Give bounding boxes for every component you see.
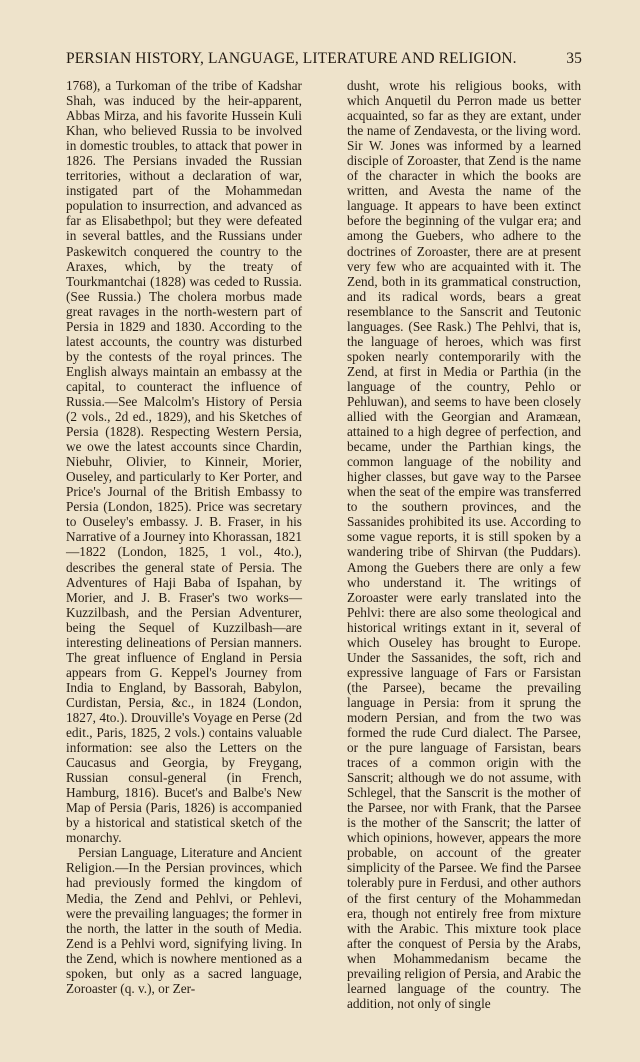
body-paragraph: 1768), a Turkoman of the tribe of Kadshar Shah, was induced by the heir-apparent, Abbas Mirza, and his favorite Hussein Kuli Khan, who believed Russia to be involved in domestic troubles, to attack that power in 1826. The Persians invaded the Russian territories, without a declaration of war, instigated part of the Mohammedan population to insurrection, and advanced as far as Elisabethpol; but they were defeated in several battles, and the Russians under Paskewitch conquered the country to the Araxes, which, by the treaty of Tourkmantchai (1828) was ceded to Russia. (See Russia.) The cholera morbus made great ravages in the north-western part of Persia in 1829 and 1830. According to the latest accounts, the country was disturbed by the contests of the royal princes. The English always maintain an embassy at the capital, to counteract the influence of Russia.—See Malcolm's History of Persia (2 vols., 2d ed., 1829), and his Sketches of Persia (1828). Respecting Western Persia, we owe the latest accounts since Chardin, Niebuhr, Olivier, to Kinneir, Morier, Ouseley, and particularly to Ker Porter, and Price's Journal of the British Embassy to Persia (London, 1825). Price was secretary to Ouseley's embassy. J. B. Fraser, in his Narrative of a Journey into Khorassan, 1821—1822 (London, 1825, 1 vol., 4to.), describes the general state of Persia. The Adventures of Haji Baba of Ispahan, by Morier, and J. B. Fraser's two works—Kuzzilbash, and the Persian Adventurer, being the Sequel of Kuzzilbash—are interesting delineations of Persian manners. The great influence of England in Persia appears from G. Keppel's Journey from India to England, by Bassorah, Babylon, Curdistan, Persia, &c., in 1824 (London, 1827, 4to.). Drouville's Voyage en Perse (2d edit., Paris, 1825, 2 vols.) contains valuable information: see also the Letters on the Caucasus and Georgia, by Freygang, Russian consul-general (in French, Hamburg, 1816). Bucet's and Balbe's New Map of Persia (Paris, 1826) is accompanied by a historical and statistical sketch of the monarchy. bbox=[66, 78, 302, 846]
section-paragraph-persian-language: Persian Language, Literature and Ancient Religion.—In the Persian provinces, which had previously formed the kingdom of Media, the Zend and Pehlvi, or Pehlevi, were the prevailing languages; the former in the north, the latter in the south of Media. Zend is a Pehlvi word, signifying living. In the Zend, which is nowhere mentioned as a spoken, but only as a sacred language, Zoroaster (q. v.), or Zer- bbox=[66, 845, 302, 996]
right-column bbox=[347, 78, 581, 1011]
left-column bbox=[66, 78, 302, 996]
body-paragraph: dusht, wrote his religious books, with which Anquetil du Perron made us better acquainted, so far as they are extant, under the name of Zendavesta, or the living word. Sir W. Jones was informed by a learned disciple of Zoroaster, that Zend is the name of the character in which the books are written, and Avesta the name of the language. It appears to have been extinct before the beginning of the vulgar era; and among the Guebers, who adhere to the doctrines of Zoroaster, there are at present very few who are acquainted with it. The Zend, both in its grammatical construction, and its radical words, bears a great resemblance to the Sanscrit and Teutonic languages. (See Rask.) The Pehlvi, that is, the language of heroes, which was first spoken nearly contemporarily with the Zend, at first in Media or Parthia (in the language of the country, Pehlo or Pehluwan), and seems to have been closely allied with the Georgian and Aramæan, attained to a high degree of perfection, and became, under the Parthian kings, the common language of the nobility and higher classes, but gave way to the Parsee when the seat of the empire was transferred to the southern provinces, and the Sassanides prohibited its use. According to some vague reports, it is still spoken by a wandering tribe of Shirvan (the Puddars). Among the Guebers there are only a few who understand it. The writings of Zoroaster were early translated into the Pehlvi: there are also some theological and historical writings extant in it, several of which Ouseley has brought to Europe. Under the Sassanides, the soft, rich and expressive language of Fars or Farsistan (the Parsee), became the prevailing language in Persia: from it sprung the modern Persian, and from the two was formed the rude Curd dialect. The Parsee, or the pure language of Farsistan, bears traces of a common origin with the Sanscrit; although we do not assume, with Schlegel, that the Sanscrit is the mother of the Parsee, nor with Frank, that the Parsee is the mother of the Sanscrit; the latter of which opinions, however, appears the more probable, on account of the greater simplicity of the Parsee. We find the Parsee tolerably pure in Ferdusi, and other authors of the first century of the Mohammedan era, though not entirely free from mixture with the Arabic. This mixture took place after the conquest of Persia by the Arabs, when Mohammedanism became the prevailing religion of Persia, and Arabic the learned language of the country. The addition, not only of single bbox=[347, 78, 581, 1011]
running-title: PERSIAN HISTORY, LANGUAGE, LITERATURE AND RELIGION. bbox=[66, 50, 517, 67]
page-number: 35 bbox=[566, 50, 582, 67]
running-header bbox=[66, 50, 582, 68]
